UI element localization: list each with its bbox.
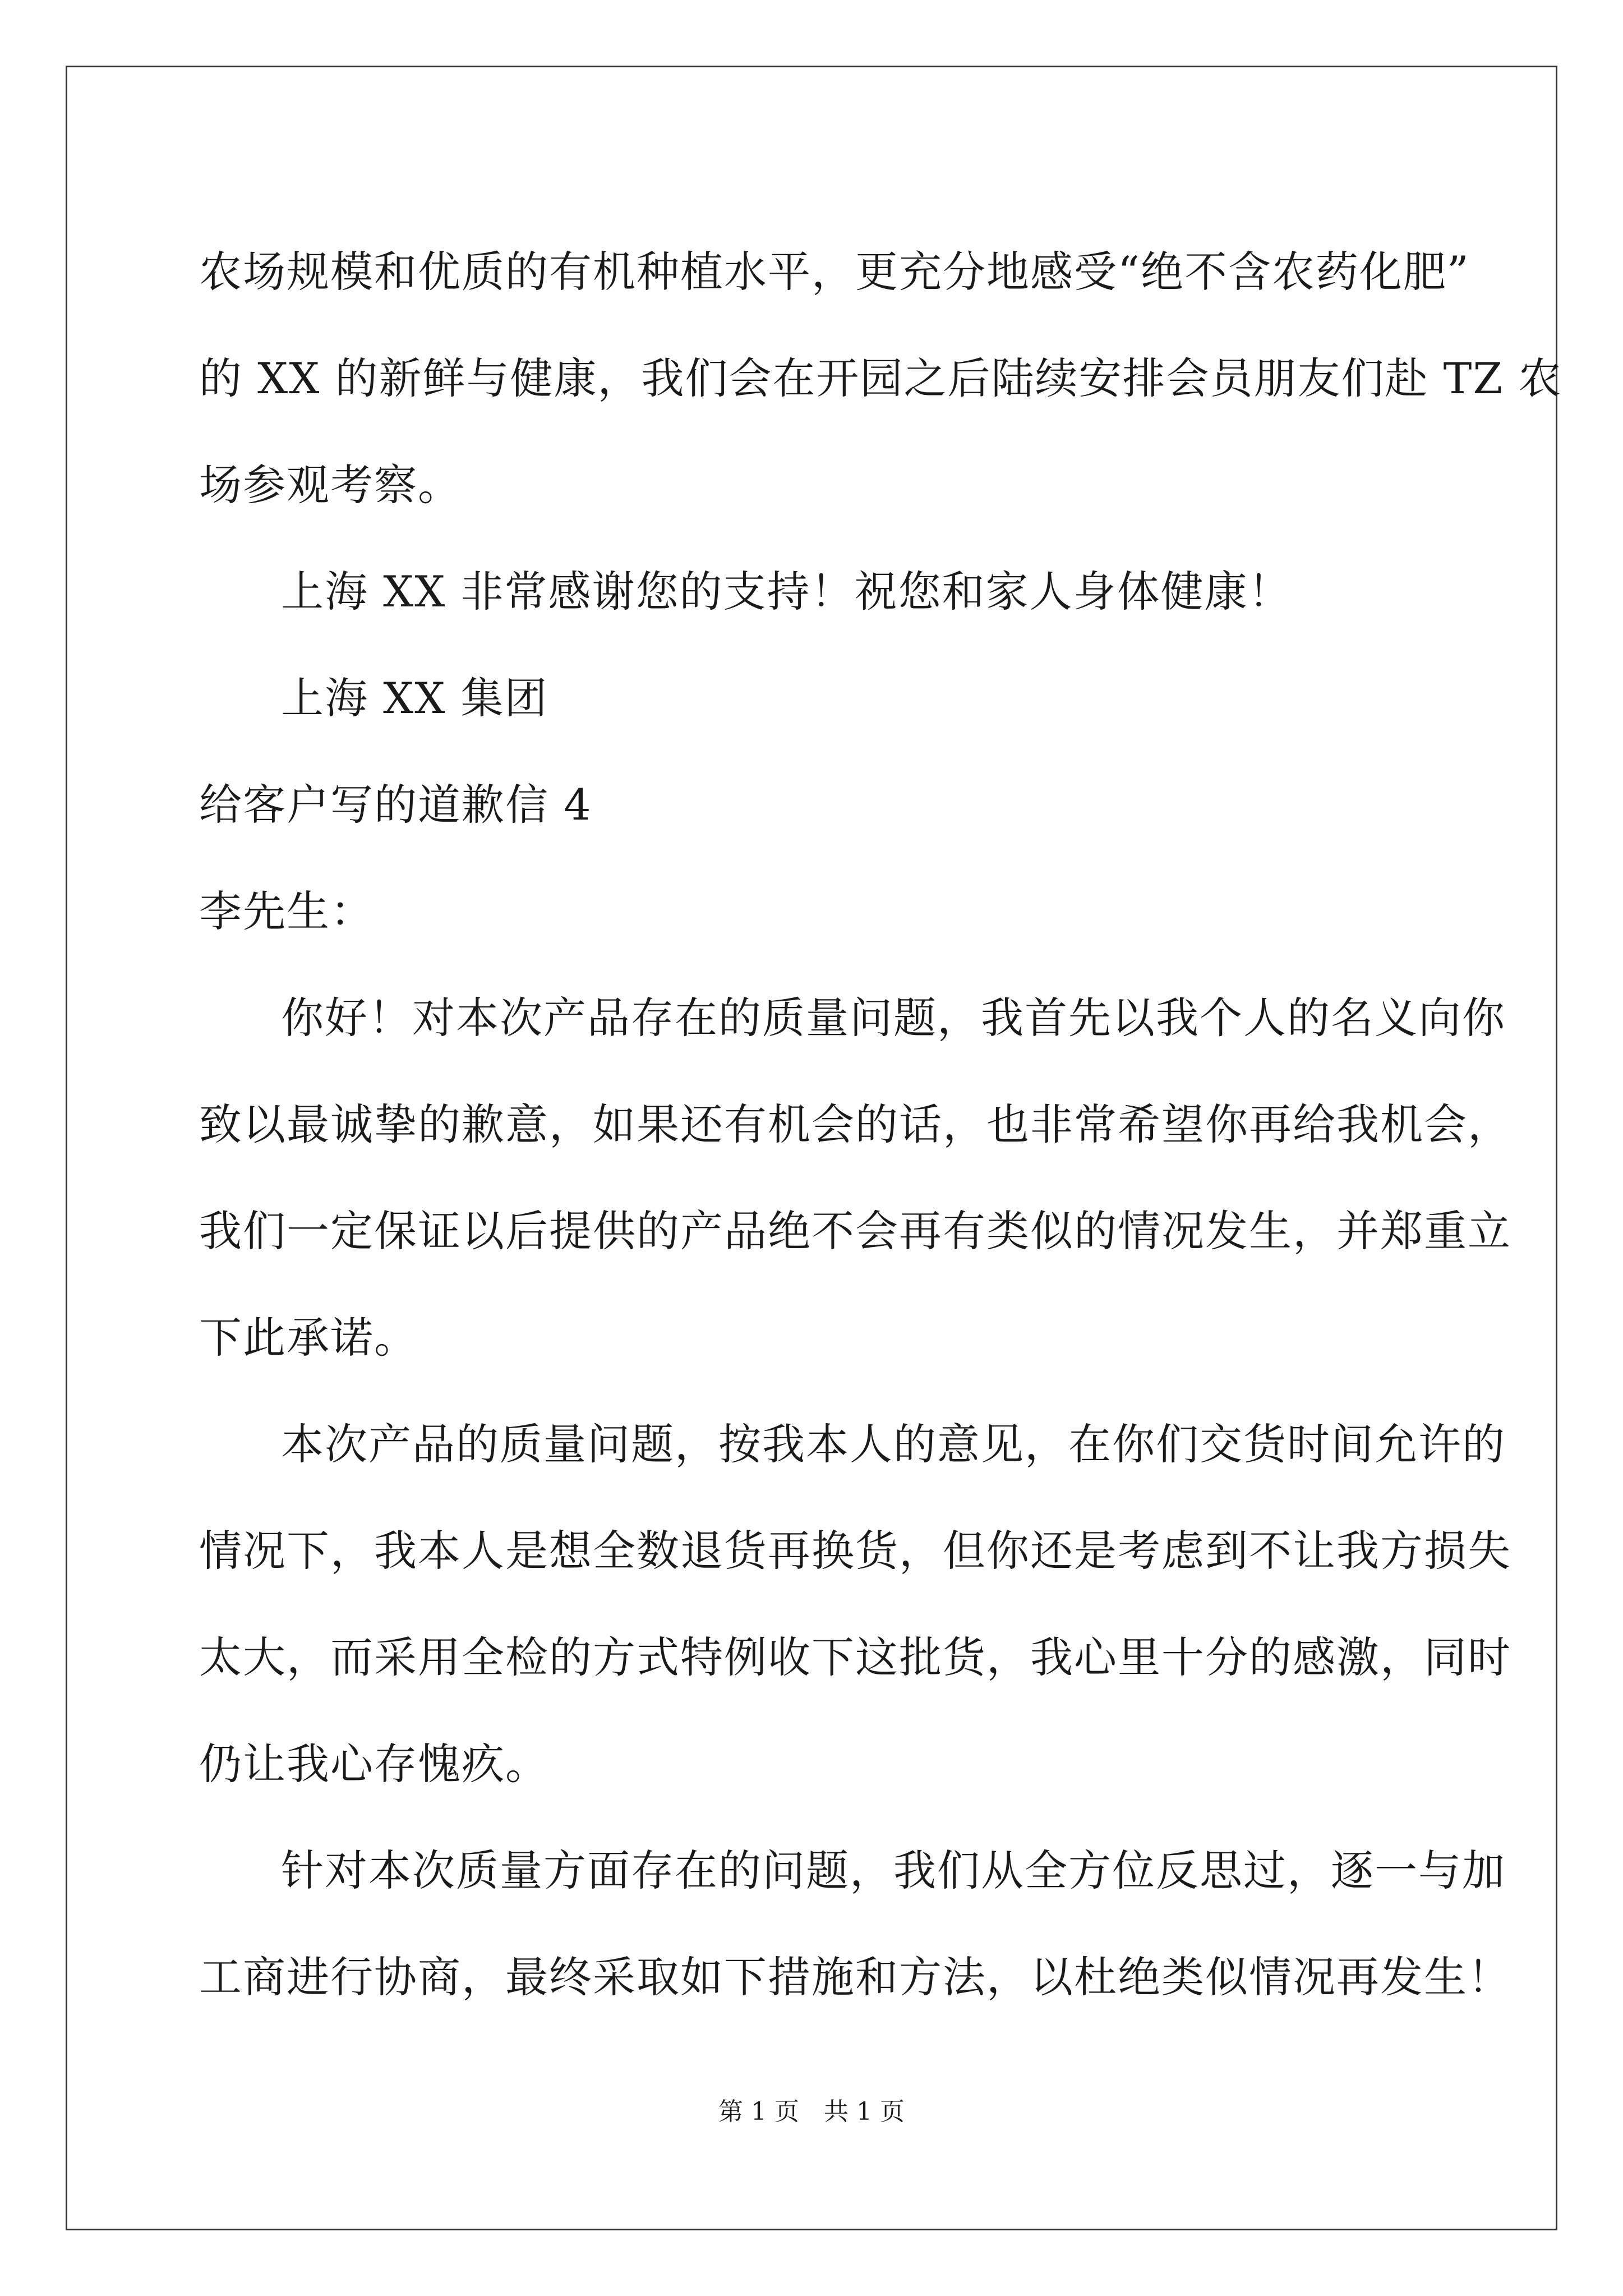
signature-line: 上海 XX 集团 (281, 673, 548, 723)
text-line: 本次产品的质量问题，按我本人的意见，在你们交货时间允许的 (281, 1419, 1506, 1469)
text-line: 情况下，我本人是想全数退货再换货，但你还是考虑到不让我方损失 (199, 1526, 1511, 1576)
text-line: 针对本次质量方面存在的问题，我们从全方位反思过，逐一与加 (281, 1846, 1506, 1895)
text-line: 你好！对本次产品存在的质量问题，我首先以我个人的名义向你 (281, 993, 1506, 1043)
text-line: 太大，而采用全检的方式特例收下这批货，我心里十分的感激，同时 (199, 1632, 1511, 1682)
text-line: 下此承诺。 (199, 1313, 418, 1363)
text-line: 场参观考察。 (199, 460, 462, 510)
text-line: 我们一定保证以后提供的产品绝不会再有类似的情况发生，并郑重立 (199, 1206, 1511, 1256)
document-body (199, 219, 1562, 2031)
text-line: 致以最诚挚的歉意，如果还有机会的话，也非常希望你再给我机会， (199, 1099, 1511, 1149)
text-line: 上海 XX 非常感谢您的支持！祝您和家人身体健康！ (281, 567, 1292, 616)
salutation: 李先生： (199, 886, 374, 936)
text-line: 仍让我心存愧疚。 (199, 1739, 549, 1789)
text-line: 的 XX 的新鲜与健康，我们会在开园之后陆续安排会员朋友们赴 TZ 农 (199, 353, 1562, 403)
text-line: 工商进行协商，最终采取如下措施和方法，以杜绝类似情况再发生！ (199, 1952, 1511, 2002)
page-footer: 第 1 页 共 1 页 (718, 2097, 905, 2126)
section-heading: 给客户写的道歉信 4 (199, 780, 592, 830)
text-line: 农场规模和优质的有机种植水平，更充分地感受“绝不含农药化肥” (199, 247, 1470, 297)
